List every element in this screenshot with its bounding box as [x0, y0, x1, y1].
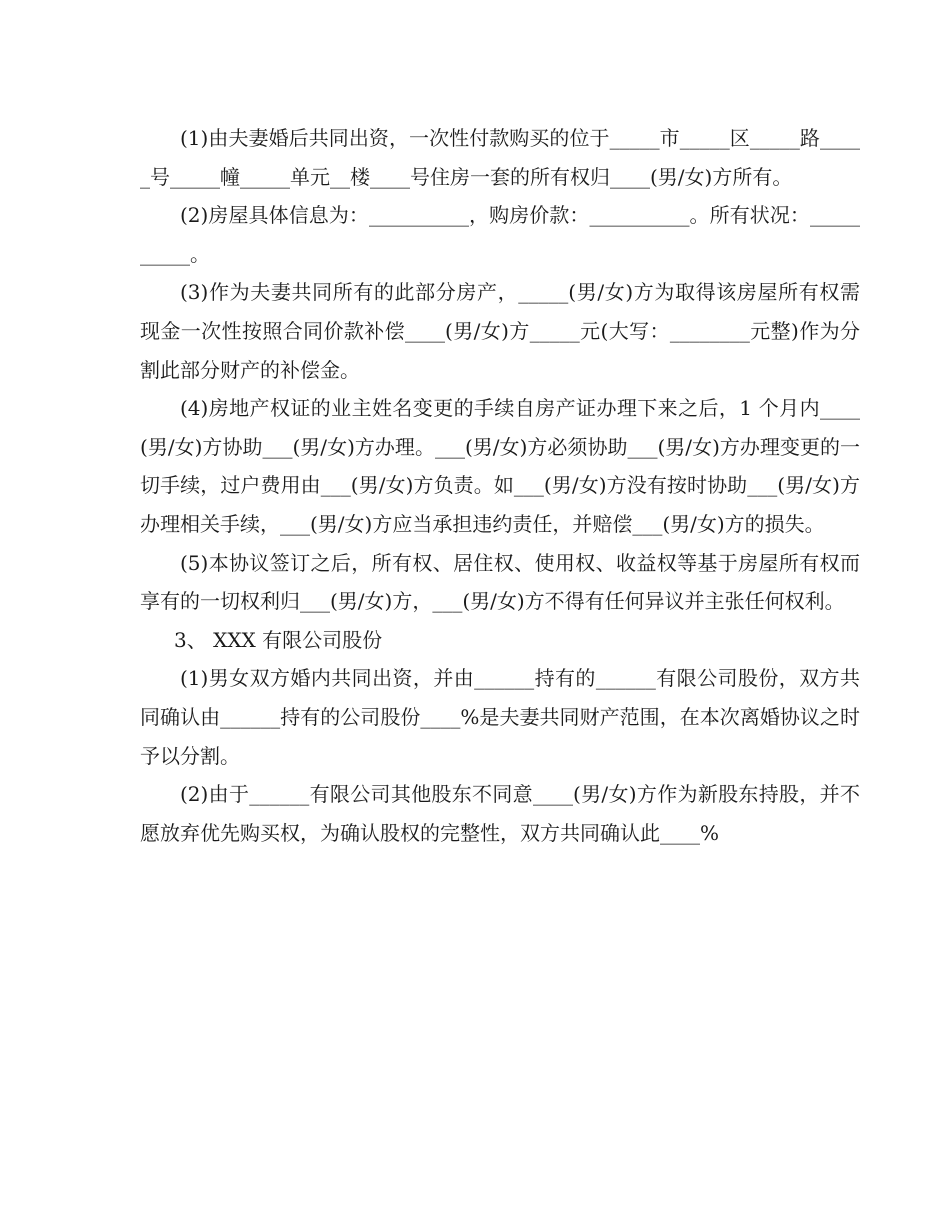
- paragraph-house-ownership: (1)由夫妻婚后共同出资，一次性付款购买的位于_____市_____区_____路_____号_____幢_____单元__楼____号住房一套的所有权归____(男/女)方所有。: [140, 126, 860, 189]
- section-heading-company-shares: 3、 XXX 有限公司股份: [174, 627, 383, 652]
- paragraph-house-info: (2)房屋具体信息为：__________，购房价款：__________。所有状况：__________。: [140, 203, 860, 266]
- paragraph-shares-preemption: (2)由于______有限公司其他股东不同意____(男/女)方作为新股东持股，并不愿放弃优先购买权，为确认股权的完整性，双方共同确认此____%: [140, 782, 860, 845]
- paragraph-rights-after-signing: (5)本协议签订之后，所有权、居住权、使用权、收益权等基于房屋所有权而享有的一切权利归___(男/女)方，___(男/女)方不得有任何异议并主张任何权利。: [140, 550, 860, 614]
- paragraph-title-transfer: (4)房地产权证的业主姓名变更的手续自房产证办理下来之后，1 个月内____(男/女)方协助___(男/女)方办理。___(男/女)方必须协助___(男/女)方办理变更的一切手续，过户费用由___(男/女)方负责。如___(男/女)方没有按时协助___(男/女)方办理相关手续，___(男/女)方应当承担违约责任，并赔偿___(男/女)方的损失。: [140, 396, 860, 536]
- paragraph-house-compensation: (3)作为夫妻共同所有的此部分房产，_____(男/女)方为取得该房屋所有权需现金一次性按照合同价款补偿____(男/女)方_____元(大写：________元整)作为分割此部分财产的补偿金。: [140, 280, 860, 382]
- document-body: [140, 119, 860, 852]
- paragraph-shares-ownership: (1)男女双方婚内共同出资，并由______持有的______有限公司股份，双方共同确认由______持有的公司股份____%是夫妻共同财产范围，在本次离婚协议之时予以分割。: [140, 666, 860, 768]
